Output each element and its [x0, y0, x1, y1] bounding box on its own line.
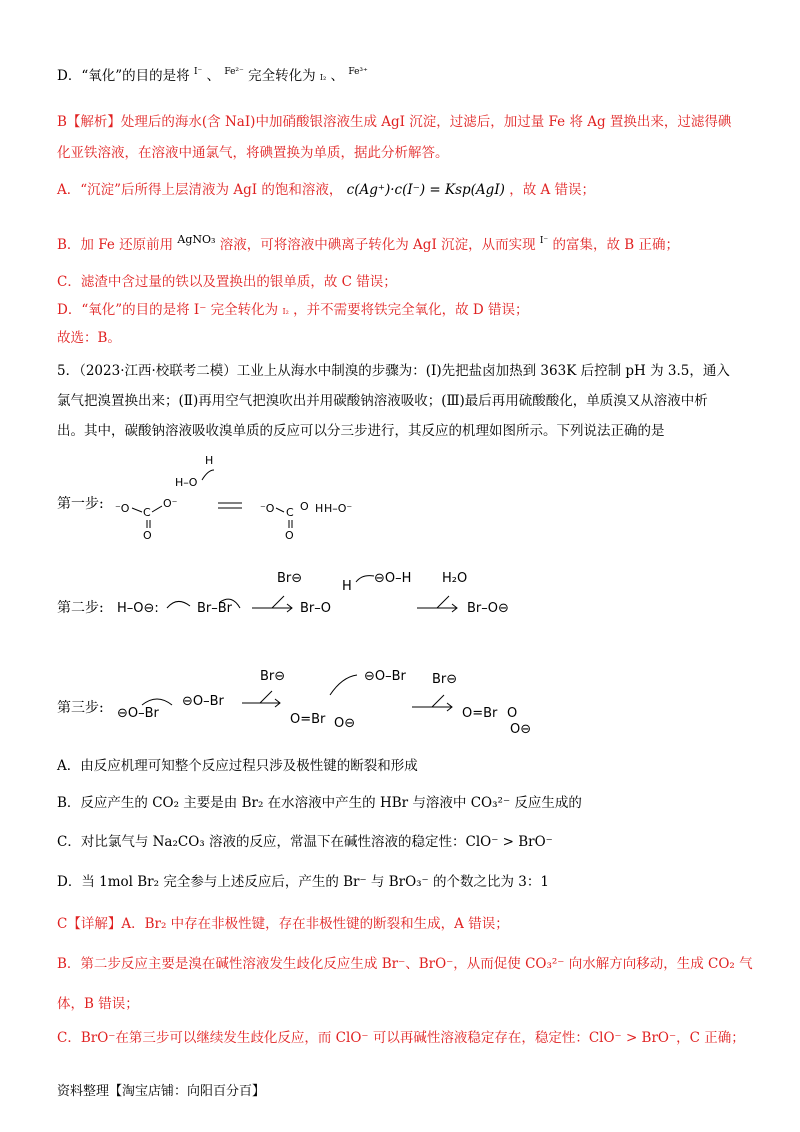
- s1-r-hydroxide: H–O⁻: [324, 502, 353, 515]
- step2-mechanism: [112, 560, 532, 620]
- q5-d-text2: 的个数之比为 3：1: [432, 874, 549, 890]
- answer4-option-c: C．滤渣中含过量的铁以及置换出的银单质，故 C 错误；: [57, 274, 397, 290]
- carbonate-ion: CO₃²⁻: [525, 956, 565, 972]
- s2-hypobromite: Br–O⊖: [467, 601, 509, 616]
- s3-bromide-1: Br⊖: [260, 669, 286, 684]
- answer5-b-text2: 向水解方向移动，生成 CO₂ 气: [568, 956, 753, 972]
- q4-d-text-a: D．“氧化”的目的是将: [57, 68, 190, 84]
- iodine-molecule: I₂: [319, 73, 327, 82]
- s1-r-oxygen-bottom: O: [285, 529, 294, 542]
- s1-r-hydrogen: H: [315, 502, 324, 515]
- q5-option-c: C．对比氯气与 Na₂CO₃ 溶液的反应，常温下在碱性溶液的稳定性：ClO⁻ > BrO⁻: [57, 834, 553, 850]
- answer4-b-text2: 溶液，可将溶液中碘离子转化为 AgI 沉淀，从而实现: [219, 237, 536, 253]
- bromate-ion: BrO₃⁻: [388, 874, 429, 890]
- answer4-line2: 化亚铁溶液，在溶液中通氯气，将碘置换为单质，据此分析解答。: [57, 145, 449, 161]
- s1-carbon: C: [143, 506, 151, 519]
- answer4-line1: B【解析】处理后的海水(含 NaI)中加硝酸银溶液生成 AgI 沉淀，过滤后，加过量 Fe 将 Ag 置换出来，过滤得碘: [57, 114, 732, 130]
- s1-oxygen-bottom: O: [143, 529, 152, 542]
- question5-line1: 5．（2023·江西·校联考二模）工业上从海水中制溴的步骤为：(Ⅰ)先把盐卤加热到 363K 后控制 pH 为 3.5，通入: [57, 363, 730, 379]
- q5-option-a: A．由反应机理可知整个反应过程只涉及极性键的断裂和形成: [57, 758, 418, 774]
- separator: 、: [206, 68, 221, 84]
- s3-bromite: O=Br: [290, 712, 326, 727]
- q5-option-b: [57, 793, 582, 813]
- s1-r-oxygen: O: [300, 500, 309, 513]
- s3-bromate-o-anion: O⊖: [510, 722, 532, 735]
- s1-r-carbon: C: [286, 506, 294, 519]
- s1-arrow-curve: [202, 470, 214, 480]
- answer4-a-text: A．“沉淀”后所得上层清液为 AgI 的饱和溶液，: [57, 182, 343, 198]
- footer-source: 资料整理【淘宝店铺：向阳百分百】: [57, 1084, 266, 1099]
- ksp-equation: c(Ag⁺)·c(I⁻) = Ksp(AgI): [346, 182, 505, 198]
- iron-ion: Fe²⁻: [224, 67, 244, 77]
- s1-oxygen-left: ⁻O: [115, 502, 130, 515]
- answer4-d-text: D．“氧化”的目的是将 I⁻ 完全转化为: [57, 302, 279, 318]
- s2-bromide: Br⊖: [277, 571, 303, 586]
- answer4-b-text: B．加 Fe 还原前用: [57, 237, 174, 253]
- iodide-ion: I⁻: [539, 236, 549, 246]
- answer5-line3: 体，B 错误；: [57, 996, 139, 1012]
- s3-bromate-o: O: [507, 706, 518, 721]
- s2-hydroxide: H–O⊖:: [117, 601, 159, 616]
- question5-line2: 氯气把溴置换出来；(Ⅱ)再用空气把溴吹出并用碳酸钠溶液吸收；(Ⅲ)最后再用硫酸酸化，单质溴又从溶液中析: [57, 393, 708, 409]
- s2-hypobromous: Br–O: [300, 601, 331, 616]
- step1-label: 第一步:: [57, 496, 104, 512]
- separator: 、: [330, 68, 345, 84]
- answer5-line1: C【详解】A．Br₂ 中存在非极性键，存在非极性键的断裂和生成，A 错误；: [57, 916, 509, 932]
- step3-mechanism: [112, 655, 552, 735]
- q4-option-d: [57, 62, 368, 88]
- answer4-option-a: [57, 180, 595, 200]
- answer4-option-d: [57, 300, 529, 322]
- s2-hydrogen: H: [342, 579, 352, 594]
- s3-bromide-2: Br⊖: [432, 672, 458, 687]
- s3-bromate: O=Br: [462, 706, 498, 721]
- s1-r-oxygen-left: ⁻O: [260, 502, 275, 515]
- q4-d-text-b: 完全转化为: [248, 68, 316, 84]
- answer5-line4: C．BrO⁻在第三步可以继续发生歧化反应，而 ClO⁻ 可以再碱性溶液稳定存在，稳定性：ClO⁻ > BrO⁻，C 正确；: [57, 1030, 745, 1046]
- s2-curve-arrow: [167, 601, 190, 608]
- s2-water: H₂O: [442, 571, 468, 586]
- s3-hypobromite-1: ⊖O–Br: [117, 706, 159, 721]
- question5-line3: 出。其中，碳酸钠溶液吸收溴单质的反应可以分三步进行，其反应的机理如图所示。下列说法正确的是: [57, 423, 665, 439]
- answer4-option-b: [57, 230, 679, 255]
- q5-d-text: D．当 1mol Br₂ 完全参与上述反应后，产生的 Br⁻ 与: [57, 874, 385, 890]
- iodide-ion: I⁻: [193, 67, 203, 77]
- step3-label: 第三步:: [57, 700, 104, 716]
- q5-option-d: [57, 872, 549, 892]
- answer4-d-verdict: ，并不需要将铁完全氧化，故 D 错误；: [293, 302, 529, 318]
- s3-hypobromite-2: ⊖O–Br: [182, 694, 224, 709]
- q5-b-text2: 反应生成的: [514, 795, 582, 811]
- answer4-choice: 故选：B。: [57, 330, 121, 346]
- answer4-a-verdict: ，故 A 错误；: [509, 182, 596, 198]
- s3-oxygen-anion: O⊖: [334, 716, 356, 731]
- s1-hydrogen-top: H: [205, 454, 214, 467]
- answer5-b-text: B．第二步反应主要是溴在碱性溶液发生歧化反应生成 Br⁻、BrO⁻，从而促使: [57, 956, 521, 972]
- carbonate-ion: CO₃²⁻: [470, 795, 511, 811]
- step1-mechanism: [110, 450, 370, 545]
- answer4-b-verdict: 的富集，故 B 正确；: [552, 237, 679, 253]
- answer5-line2: [57, 954, 753, 974]
- s3-hypobromite-3: ⊖O–Br: [364, 669, 406, 684]
- s1-oxygen-anion: O⁻: [163, 497, 178, 510]
- agno3-formula: AgNO₃: [177, 233, 216, 246]
- s2-bromine: Br–Br: [197, 601, 233, 616]
- s2-hydroxide2: ⊖O–H: [374, 571, 412, 586]
- iron3-ion: Fe³⁺: [348, 67, 368, 77]
- iodine-molecule: I₂: [282, 307, 289, 316]
- step2-label: 第二步:: [57, 600, 104, 616]
- q5-b-text: B．反应产生的 CO₂ 主要是由 Br₂ 在水溶液中产生的 HBr 与溶液中: [57, 795, 467, 811]
- s1-water: H–O: [175, 476, 198, 489]
